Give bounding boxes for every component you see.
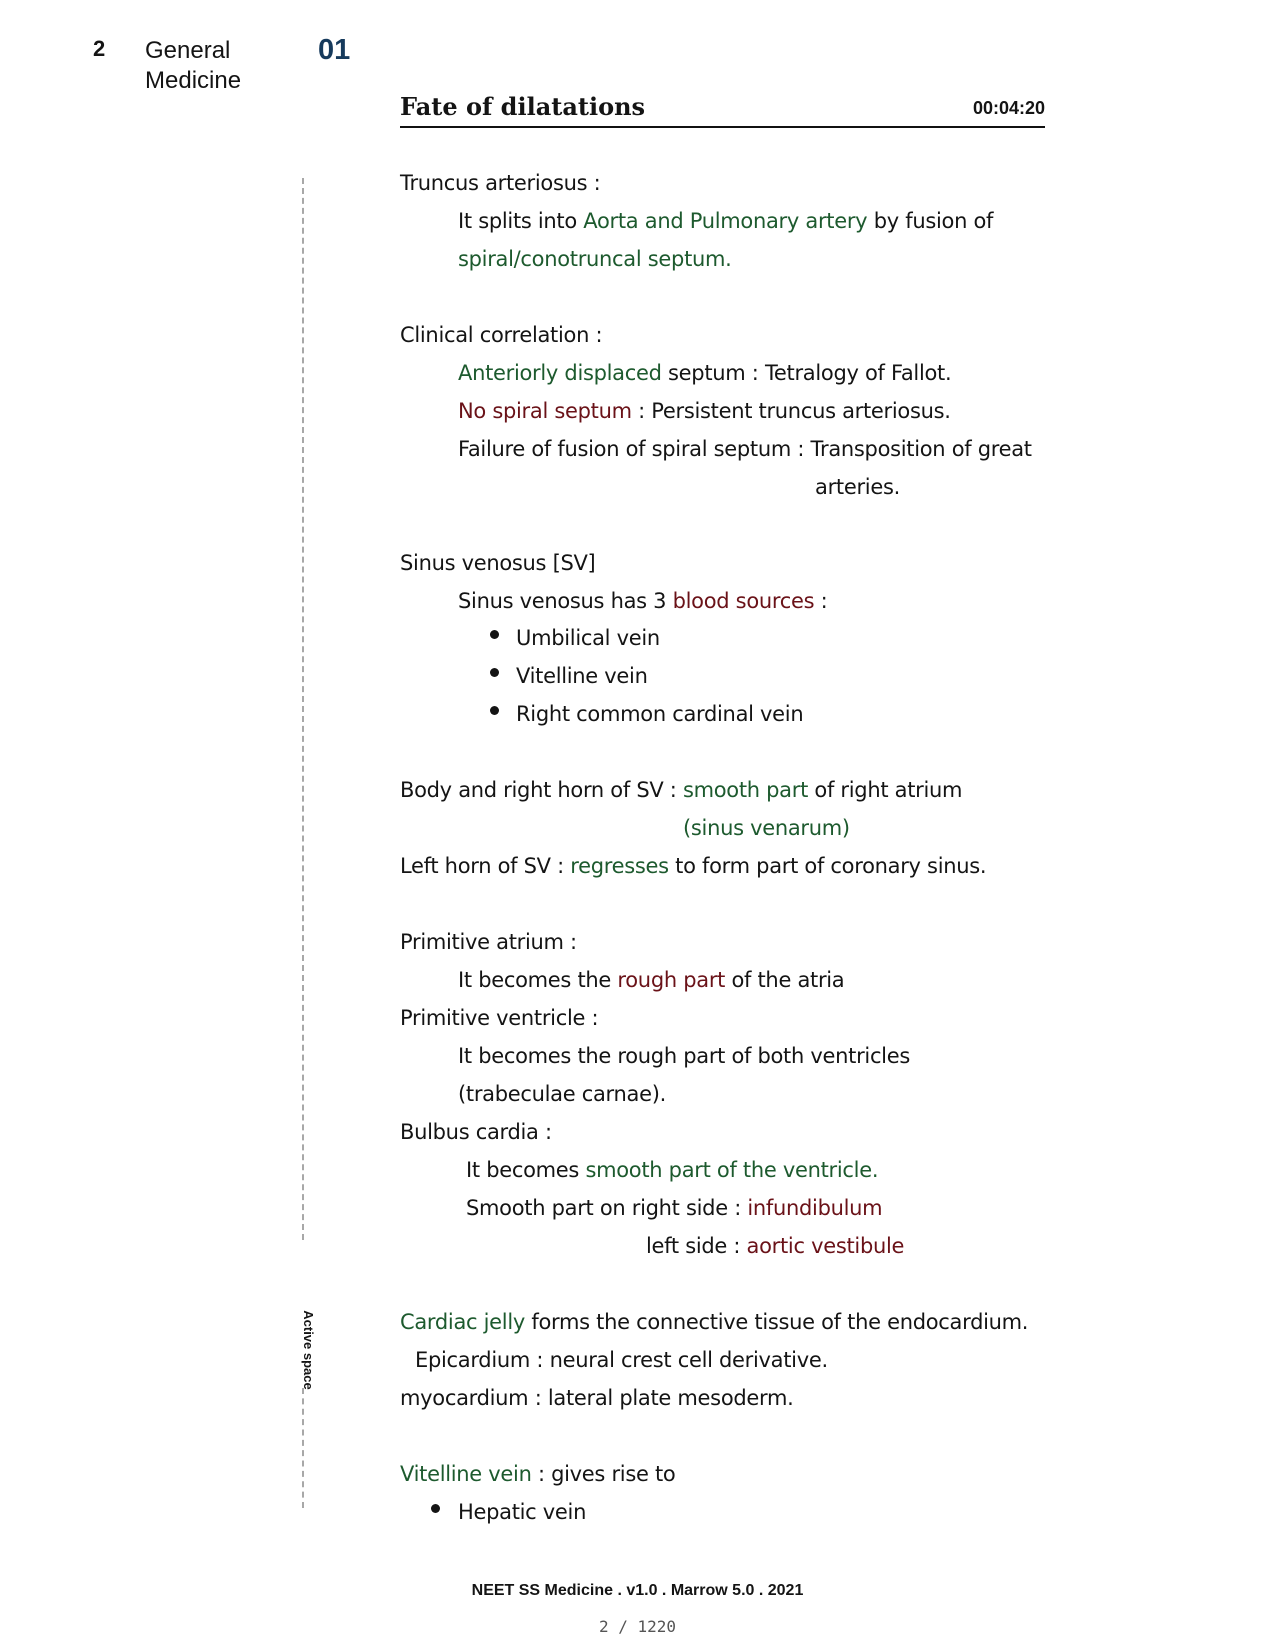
- bullet-dot: [490, 630, 499, 639]
- note-line: It becomes the rough part of the atria: [458, 968, 845, 992]
- list-item: Vitelline vein: [516, 664, 648, 688]
- list-item: Hepatic vein: [458, 1500, 587, 1524]
- page-number: 2: [93, 36, 106, 61]
- primitive-ventricle-heading: Primitive ventricle :: [400, 1006, 599, 1030]
- note-line: Anteriorly displaced septum : Tetralogy of Fallot.: [458, 361, 952, 385]
- title-bar: [400, 88, 1045, 128]
- note-line: Smooth part on right side : infundibulum: [466, 1196, 883, 1220]
- active-space-label: Active space: [301, 1310, 316, 1390]
- bullet-dot: [490, 706, 499, 715]
- note-line: It becomes smooth part of the ventricle.: [466, 1158, 879, 1182]
- subject-title: General Medicine: [145, 37, 242, 94]
- note-line: (sinus venarum): [683, 816, 850, 840]
- bullet-dot: [490, 668, 499, 677]
- margin-dotted-line: [302, 178, 304, 1240]
- list-item: Right common cardinal vein: [516, 702, 804, 726]
- footer-text: NEET SS Medicine . v1.0 . Marrow 5.0 . 2021: [471, 1582, 804, 1599]
- video-timestamp[interactable]: 00:04:20: [972, 98, 1045, 118]
- clinical-heading: Clinical correlation :: [400, 323, 603, 347]
- note-line: Cardiac jelly forms the connective tissue of the endocardium.: [400, 1310, 1029, 1334]
- sinus-venosus-heading: Sinus venosus [SV]: [400, 551, 596, 575]
- note-line: No spiral septum : Persistent truncus arteriosus.: [458, 399, 951, 423]
- note-line: Body and right horn of SV : smooth part of right atrium: [400, 778, 963, 802]
- page-counter: 2 / 1220: [598, 1617, 677, 1636]
- primitive-atrium-heading: Primitive atrium :: [400, 930, 577, 954]
- note-line: myocardium : lateral plate mesoderm.: [400, 1386, 794, 1410]
- note-line: spiral/conotruncal septum.: [458, 247, 732, 271]
- bulbus-cardia-heading: Bulbus cardia :: [400, 1120, 552, 1144]
- note-line: arteries.: [815, 475, 900, 499]
- margin-dotted-line: [302, 1388, 304, 1508]
- note-line: Left horn of SV : regresses to form part of coronary sinus.: [400, 854, 987, 878]
- page-title: Fate of dilatations: [400, 92, 646, 121]
- bullet-dot: [431, 1504, 440, 1513]
- note-line: It becomes the rough part of both ventricles: [458, 1044, 910, 1068]
- note-line: It splits into Aorta and Pulmonary artery by fusion of: [458, 209, 994, 233]
- note-line: Vitelline vein : gives rise to: [400, 1462, 676, 1486]
- note-line: (trabeculae carnae).: [458, 1082, 666, 1106]
- note-line: left side : aortic vestibule: [646, 1234, 905, 1258]
- note-line: Failure of fusion of spiral septum : Transposition of great: [458, 437, 1032, 461]
- truncus-heading: Truncus arteriosus :: [400, 171, 601, 195]
- note-line: Epicardium : neural crest cell derivative.: [415, 1348, 828, 1372]
- list-item: Umbilical vein: [516, 626, 660, 650]
- note-line: Sinus venosus has 3 blood sources :: [458, 589, 828, 613]
- chapter-number: 01: [318, 34, 351, 66]
